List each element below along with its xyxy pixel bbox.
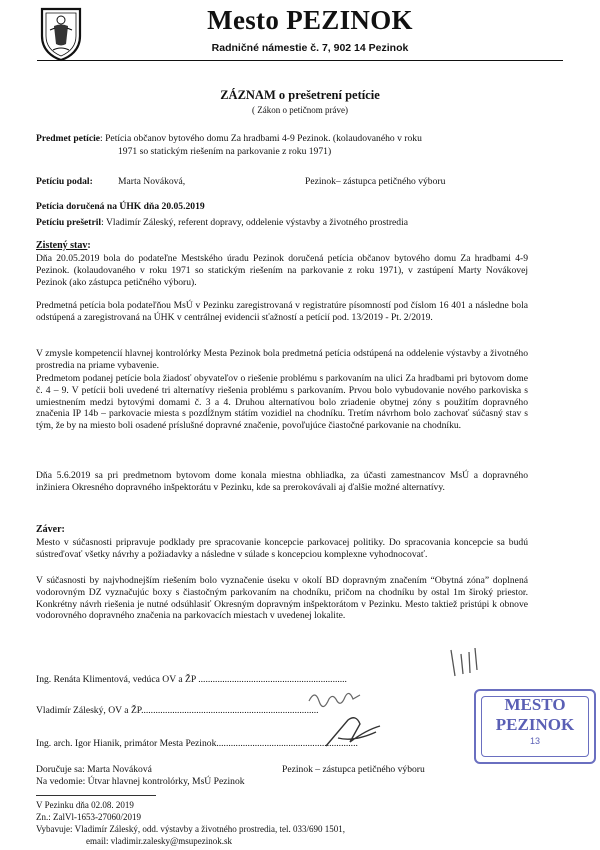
delivered-to-role: Pezinok – zástupca petičného výboru — [282, 764, 425, 775]
document-subtitle: ( Zákon o petičnom práve) — [252, 105, 348, 115]
petitioner-name: Marta Nováková, — [118, 176, 186, 187]
petitioner-label: Petíciu podal: — [36, 176, 93, 187]
stamp-number: 13 — [529, 736, 540, 746]
signature-2-mark — [305, 683, 365, 713]
delivery-date: Petícia doručená na ÚHK dňa 20.05.2019 — [36, 201, 205, 212]
footer-reference: Zn.: ZalVl-1653-27060/2019 — [36, 812, 141, 822]
signature-3-mark — [320, 712, 390, 752]
findings-paragraph-1: Dňa 20.05.2019 bola do podateľne Mestského úradu Pezinok doručená petícia občanov bytového domu Za hradbami 4-9 Pezinok. (kolaudovaného v roku 1971 so statickým riešením na parkovanie z roku 1971), v zastúpení Marty Novákovej Pezinok (ako zástupca petičného výboru). — [36, 253, 528, 288]
findings-paragraph-3: V zmysle kompetencií hlavnej kontrolórky Mesta Pezinok bola predmetná petícia odstúpená na oddelenie výstavby a životného prostredia na priame vybavenie. — [36, 348, 528, 371]
city-stamp — [474, 689, 596, 764]
petitioner-role: Pezinok– zástupca petičného výboru — [305, 176, 446, 187]
city-coat-of-arms-icon — [39, 6, 83, 62]
stamp-text-line1: MESTO — [504, 695, 566, 714]
delivered-to: Doručuje sa: Marta Nováková — [36, 764, 152, 775]
findings-paragraph-5: Dňa 5.6.2019 sa pri predmetnom bytovom dome konala miestna obhliadka, za účasti zamestnancov MsÚ a dopravného inžiniera Okresného dopravného inšpektorátu v Pezinku, kde sa prerokovávali aj ďalšie možné alternatívy. — [36, 470, 528, 493]
stamp-text-line2: PEZINOK — [495, 715, 575, 734]
examiner — [36, 217, 566, 229]
subject-text-line1: : Petícia občanov bytového domu Za hradbami 4-9 Pezinok. (kolaudovaného v roku — [100, 133, 422, 144]
subject-text-line2: 1971 so statickým riešením na parkovanie z roku 1971) — [118, 146, 332, 157]
conclusion-paragraph-2: V súčasnosti by najvhodnejším riešením bolo vyznačenie úseku v okolí BD dopravným značením “Obytná zóna” doplnená vodorovným DZ vyznačujúc boxy s čiastočným parkovaním na chodníku, pričom na chodníku by ostal 1m široký priestor. Konkrétny návrh riešenia je nutné odsúhlasiť Okresným dopravným inšpektorátom v Pezinku. Mesto taktiež pristúpi k obnove vodorovného dopravného značenia na parkovacích miestach v uvedenej lokalite. — [36, 575, 528, 622]
findings-paragraph-4: Predmetom podanej petície bola žiadosť obyvateľov o riešenie problému s parkovaním na ulici Za hradbami pri bytovom dome č. 4 – 9. V petícii boli uvedené tri alternatívy riešenia problému s parkovaním. Prvou bolo vybudovanie nového parkoviska s umiestnením medzi bytovými domami č. 3 a 4. Druhou alternatívou bolo zriadenie obytnej zóny s použitím dopravného značenia IP 14b – parkovacie miesta s pozdĺžnym státím vozidiel na chodníku. Tretím návrhom bolo zachovať súčasný stav s tým, že by na miesto boli osadené príslušné dopravné značenie, povoľujúce čiastočné parkovanie na chodníku. — [36, 373, 528, 432]
city-address: Radničné námestie č. 7, 902 14 Pezinok — [211, 42, 409, 54]
findings-paragraph-2: Predmetná petícia bola podateľňou MsÚ v Pezinku zaregistrovaná v registratúre písomností pod číslom 16 401 a následne bola odstúpená a zaregistrovaná na ÚHK v centrálnej evidencii sťažností a petícií pod. 13/2019 - Pt. 2/2019. — [36, 300, 528, 323]
document-title: ZÁZNAM o prešetrení petície — [220, 88, 380, 102]
findings-heading: Zistený stav: — [36, 240, 91, 251]
conclusion-paragraph-1: Mesto v súčasnosti pripravuje podklady pre spracovanie koncepcie parkovacej politiky. Do spracovania koncepcie sa budú sústreďovať všetky návrhy a požiadavky a následne v súlade s koncepciou komplexne vyhodnocovať. — [36, 537, 528, 560]
signature-line-examiner: Vladimír Záleský, OV a ŽP.......................................................................... — [36, 705, 319, 716]
footer-email: email: vladimir.zalesky@msupezinok.sk — [86, 836, 233, 846]
city-name-heading: Mesto PEZINOK — [207, 5, 413, 35]
signature-1-mark — [445, 646, 485, 680]
signature-line-mayor: Ing. arch. Igor Hianik, primátor Mesta Pezinok........................................................... — [36, 738, 358, 749]
header-divider — [37, 60, 563, 61]
examiner-label: Petíciu prešetril — [36, 217, 102, 228]
examiner-text: : Vladimír Záleský, referent dopravy, oddelenie výstavby a životného prostredia — [101, 217, 408, 228]
for-information: Na vedomie: Útvar hlavnej kontrolórky, MsÚ Pezinok — [36, 776, 245, 787]
conclusion-heading: Záver: — [36, 524, 65, 535]
footer-divider — [36, 795, 156, 796]
footer-handled-by: Vybavuje: Vladimír Záleský, odd. výstavby a životného prostredia, tel. 033/690 1501, — [36, 824, 346, 834]
petition-subject — [36, 133, 556, 145]
subject-label: Predmet petície — [36, 133, 101, 144]
footer-date: V Pezinku dňa 02.08. 2019 — [36, 800, 134, 810]
signature-line-head-of-department: Ing. Renáta Klimentová, vedúca OV a ŽP .............................................................. — [36, 674, 347, 685]
